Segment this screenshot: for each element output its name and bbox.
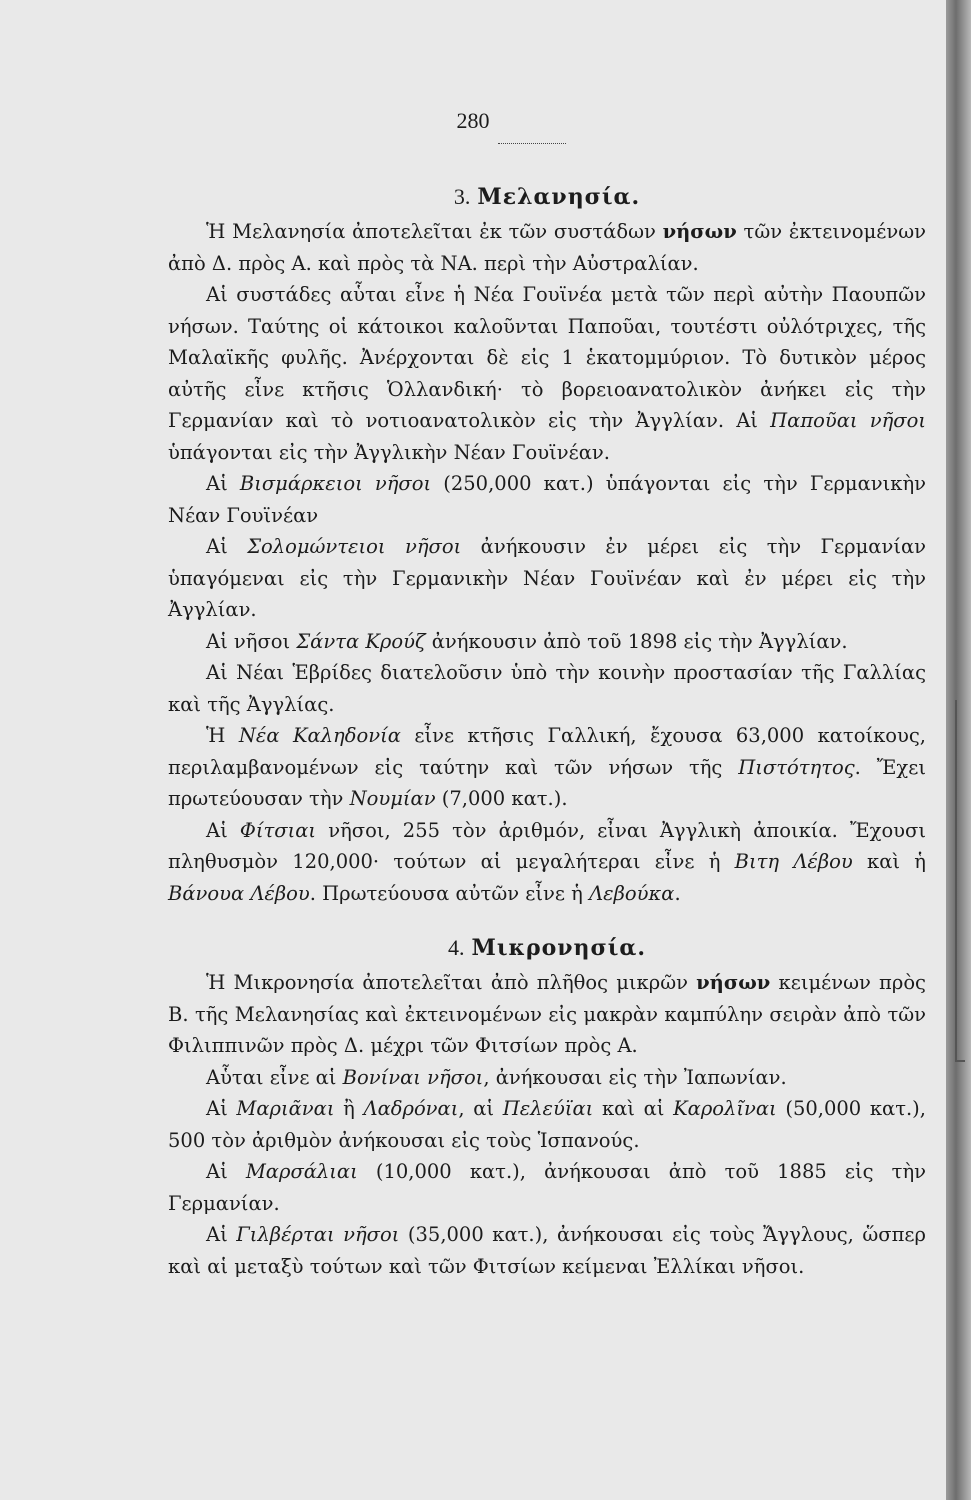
- paragraph: [168, 216, 926, 279]
- text-run: Αἱ: [206, 1160, 246, 1183]
- text-run: ἢ: [334, 1097, 364, 1120]
- text-run: Αἱ: [206, 535, 248, 558]
- paragraph: [168, 1219, 926, 1282]
- page-body: [168, 176, 926, 1282]
- page-number-rule: [498, 143, 566, 144]
- text-run: καὶ αἱ: [593, 1097, 674, 1120]
- text-run: Αὗται εἶνε αἱ: [206, 1065, 343, 1089]
- section-number: 4.: [447, 935, 465, 960]
- text-run: νῆσοι, 255 τὸν ἀριθμόν, εἶναι Ἀγγλικὴ ἀποικία. Ἔχουσι πληθυσμὸν 120,000· τούτων αἱ μεγαλήτεραι εἶνε ἡ: [168, 818, 926, 873]
- text-run: Ἡ Μικρονησία ἀποτελεῖται ἀπὸ πλῆθος μικρῶν: [206, 971, 697, 994]
- section-heading-micronesia: [168, 931, 926, 965]
- text-run: Αἱ: [206, 472, 240, 495]
- italic-term: Βιτη Λέβου: [734, 850, 853, 873]
- spine-mark: [955, 700, 965, 1062]
- section-title: Μικρονησία.: [471, 935, 646, 961]
- text-run: Αἱ: [206, 818, 240, 842]
- text-run: καὶ ἡ: [852, 850, 926, 873]
- text-run: ὑπάγονται εἰς τὴν Ἀγγλικὴν Νέαν Γουϊνέαν.: [168, 440, 610, 464]
- text-run: . Πρωτεύουσα αὐτῶν εἶνε ἡ: [309, 881, 590, 905]
- italic-term: Καρολῖναι: [673, 1097, 777, 1120]
- text-run: τῶν ἐκτεινομένων ἀπὸ Δ. πρὸς Α. καὶ πρὸς τὰ ΝΑ. περὶ τὴν Αὐστραλίαν.: [168, 220, 927, 275]
- italic-term: Βισμάρκειοι νῆσοι: [239, 472, 432, 495]
- paragraph: Αἱ Νέαι Ἑβρίδες διατελοῦσιν ὑπὸ τὴν κοινὴν προστασίαν τῆς Γαλλίας καὶ τῆς Ἀγγλίας.: [168, 661, 926, 716]
- text-run: ἀνήκουσιν ἐν μέρει εἰς τὴν Γερμανίαν ὑπαγόμεναι εἰς τὴν Γερμανικὴν Νέαν Γουϊνέαν καὶ ἐν μέρει εἰς τὴν Ἀγγλίαν.: [168, 535, 926, 621]
- paragraph: [168, 720, 926, 815]
- italic-term: Σάντα Κρούζ: [296, 629, 426, 653]
- paragraph: [168, 815, 926, 910]
- text-run: Αἱ: [206, 1097, 237, 1120]
- italic-term: Νέα Καληδονία: [238, 724, 401, 747]
- text-run: Αἱ νῆσοι: [206, 629, 297, 653]
- section-title: Μελανησία.: [477, 184, 641, 210]
- text-run: Ἡ Μελανησία ἀποτελεῖται ἐκ τῶν συστάδων: [206, 220, 663, 243]
- text-run: εἶνε κτῆσις Γαλλική, ἔχουσα 63,000 κατοίκους, περιλαμβανομένων εἰς ταύτην καὶ τῶν νήσων τῆς: [168, 724, 927, 779]
- italic-term: Λεβούκα: [589, 881, 675, 905]
- italic-term: Πιστότητος: [738, 755, 855, 779]
- italic-term: Παποῦαι νῆσοι: [770, 409, 926, 432]
- paragraph: [168, 967, 926, 1062]
- italic-term: Σολομώντειοι νῆσοι: [247, 535, 462, 558]
- paragraph: [168, 531, 926, 626]
- italic-term: Λαδρόναι: [363, 1097, 459, 1120]
- page-number: 280: [456, 108, 490, 133]
- text-run: (10,000 κατ.), ἀνήκουσαι ἀπὸ τοῦ 1885 εἰς τὴν Γερμανίαν.: [168, 1160, 926, 1215]
- italic-term: Νουμίαν: [349, 787, 436, 810]
- italic-term: Γιλβέρται νῆσοι: [236, 1223, 400, 1246]
- italic-term: Πελεύϊαι: [502, 1097, 594, 1120]
- text-run: , ἀνήκουσαι εἰς τὴν Ἰαπωνίαν.: [483, 1065, 787, 1089]
- paragraph: [168, 279, 926, 468]
- italic-term: Φίτσιαι: [239, 818, 317, 842]
- paragraph: [168, 468, 926, 531]
- text-run: Αἱ συστάδες αὗται εἶνε ἡ Νέα Γουϊνέα μετὰ τῶν περὶ αὐτὴν Παουπῶν νήσων. Ταύτης οἱ κάτοικοι καλοῦνται Παποῦαι, τουτέστι οὐλότριχες, τῆς Μαλαϊκῆς φυλῆς. Ἀνέρχονται δὲ εἰς 1 ἑκατομμύριον. Τὸ δυτικὸν μέρος αὐτῆς εἶνε κτῆσις Ὁλλανδική· τὸ βορειοανατολικὸν ἀνήκει εἰς τὴν Γερμανίαν καὶ τὸ νοτιοανατολικὸν εἰς τὴν Ἀγγλίαν. Αἱ: [168, 283, 926, 432]
- section-heading-melanesia: [168, 180, 926, 214]
- text-run: (7,000 κατ.).: [435, 787, 568, 810]
- italic-term: Μαρσάλιαι: [245, 1160, 358, 1183]
- bold-term: νήσων: [696, 971, 771, 994]
- section-number: 3.: [453, 184, 471, 209]
- text-run: Ἡ: [206, 724, 239, 747]
- italic-term: Βονίναι νῆσοι: [342, 1065, 484, 1089]
- italic-term: Βάνουα Λέβου: [168, 881, 310, 905]
- italic-term: Μαριᾶναι: [236, 1097, 335, 1120]
- text-run: (35,000 κατ.), ἀνήκουσαι εἰς τοὺς Ἄγγλους, ὥσπερ καὶ αἱ μεταξὺ τούτων καὶ τῶν Φιτσίων κείμεναι Ἐλλίκαι νῆσοι.: [168, 1223, 926, 1278]
- text-run: .: [674, 881, 681, 905]
- text-run: (250,000 κατ.) ὑπάγονται εἰς τὴν Γερμανικὴν Νέαν Γουϊνέαν: [168, 472, 926, 527]
- paragraph: [168, 626, 926, 658]
- paragraph: [168, 1062, 926, 1094]
- paragraph: [168, 1093, 926, 1156]
- text-run: κειμένων πρὸς Β. τῆς Μελανησίας καὶ ἐκτεινομένων εἰς μακρὰν καμπύλην σειρὰν ἀπὸ τῶν Φιλιππινῶν πρὸς Δ. μέχρι τῶν Φιτσίων πρὸς Α.: [168, 971, 926, 1057]
- text-run: ἀνήκουσιν ἀπὸ τοῦ 1898 εἰς τὴν Ἀγγλίαν.: [425, 629, 848, 653]
- paragraph: [168, 1156, 926, 1219]
- text-run: . Ἔχει πρωτεύουσαν τὴν: [168, 755, 926, 810]
- text-run: , αἱ: [458, 1097, 503, 1120]
- text-run: (50,000 κατ.), 500 τὸν ἀριθμὸν ἀνήκουσαι εἰς τοὺς Ἱσπανούς.: [168, 1097, 926, 1152]
- bold-term: νήσων: [662, 220, 737, 243]
- text-run: Αἱ: [206, 1223, 237, 1246]
